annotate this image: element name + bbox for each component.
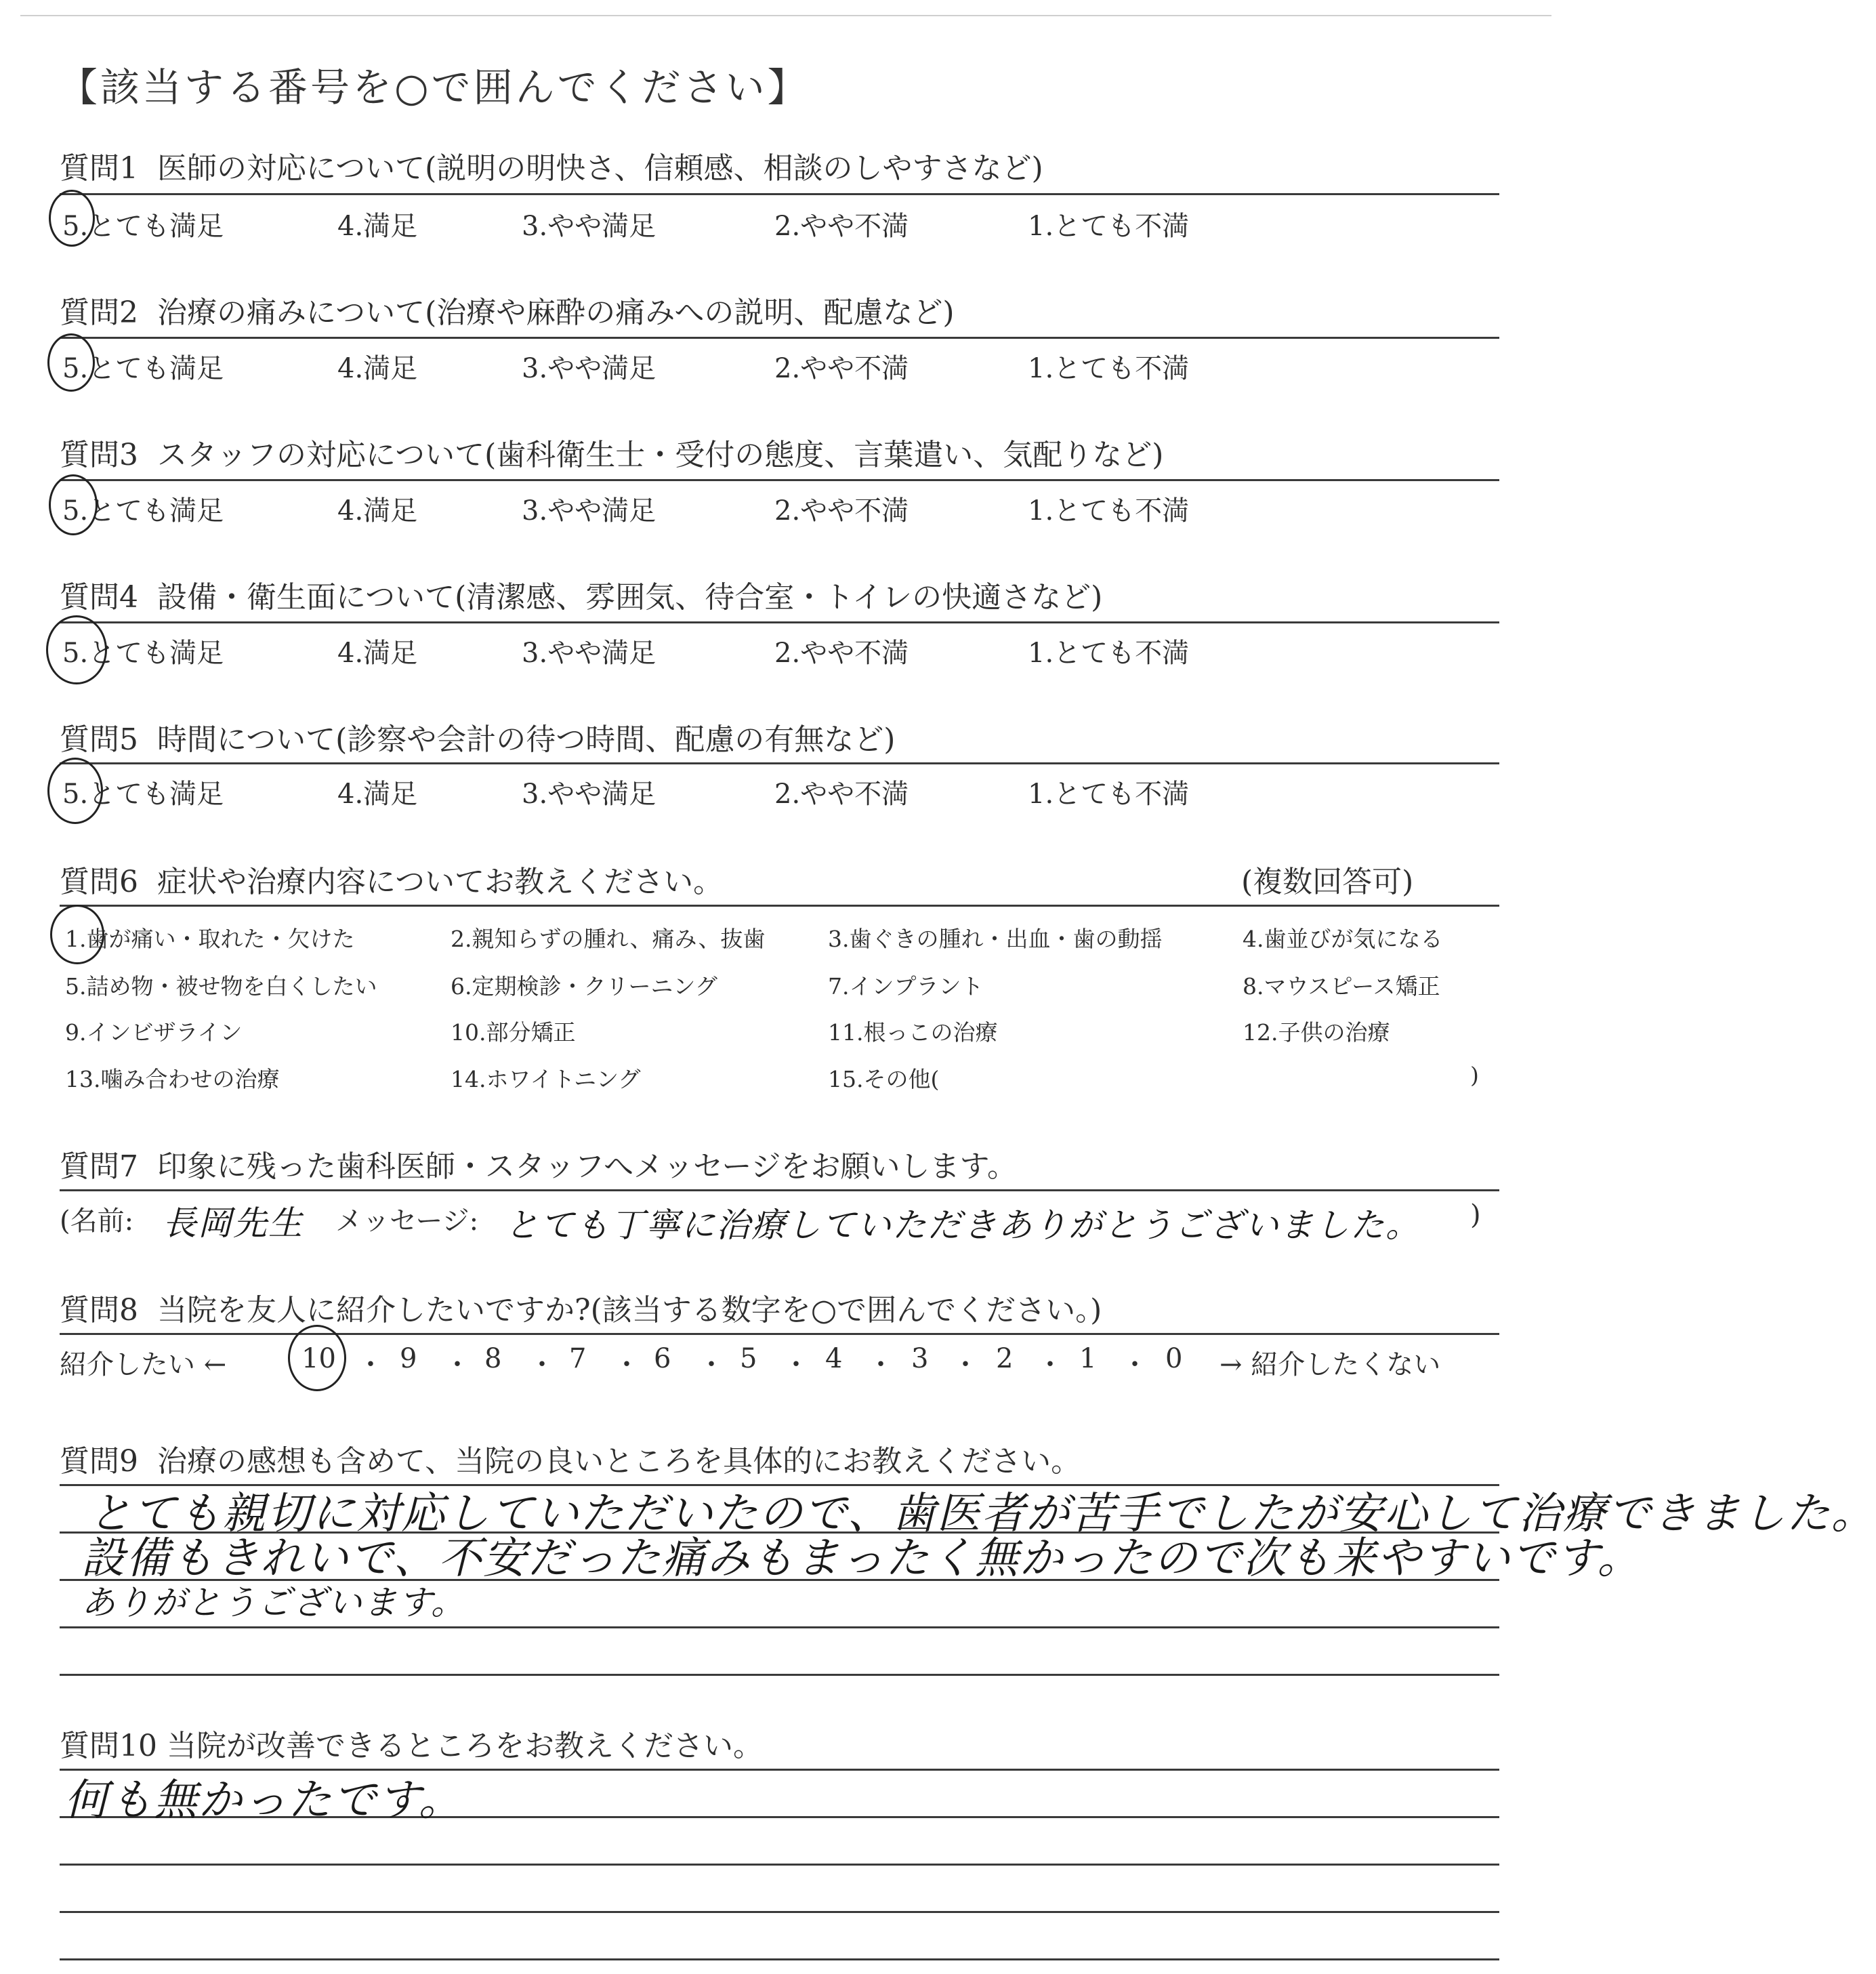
q1-option-1[interactable]: 1.とても不満 [1028, 211, 1190, 242]
q10-answer-line-5 [60, 1958, 1499, 1960]
q8-scale-3[interactable]: 3 [911, 1343, 929, 1374]
q8-scale-10[interactable]: 10 [301, 1343, 336, 1374]
q8-left-label: 紹介したい ← [60, 1349, 227, 1380]
question-5-title: 質問5 時間について(診察や会計の待つ時間、配慮の有無など) [60, 722, 896, 757]
q8-sep: ・ [357, 1349, 384, 1380]
q1-option-3[interactable]: 3.やや満足 [522, 211, 656, 242]
q10-answer-text[interactable]: 何も無かったです。 [64, 1775, 463, 1826]
q4-option-3[interactable]: 3.やや満足 [522, 638, 656, 669]
q6-item-7[interactable]: 7.インプラント [828, 973, 984, 1000]
question-10-title: 質問10 当院が改善できるところをお教えください。 [60, 1729, 763, 1763]
q8-scale-8[interactable]: 8 [484, 1343, 502, 1374]
q6-item-4[interactable]: 4.歯並びが気になる [1243, 926, 1443, 952]
q2-option-2[interactable]: 2.やや不満 [774, 353, 909, 384]
q8-sep: ・ [783, 1349, 810, 1380]
q5-option-4[interactable]: 4.満足 [337, 779, 418, 810]
q8-selection-circle [288, 1325, 346, 1391]
q9-answer-line-5 [60, 1674, 1499, 1676]
q6-other-close-paren: ) [1470, 1062, 1479, 1088]
q7-close-paren: ) [1470, 1199, 1481, 1231]
question-3-rule [60, 479, 1499, 481]
q4-option-5[interactable]: 5.とても満足 [62, 638, 224, 669]
q6-item-8[interactable]: 8.マウスピース矯正 [1243, 973, 1440, 1000]
q3-selection-circle [49, 474, 98, 535]
q2-option-5[interactable]: 5.とても満足 [62, 353, 224, 384]
q8-scale-9[interactable]: 9 [400, 1343, 417, 1374]
q4-selection-circle [46, 615, 107, 684]
q7-name-label: (名前: [60, 1206, 134, 1237]
q8-sep: ・ [952, 1349, 979, 1380]
q2-option-3[interactable]: 3.やや満足 [522, 353, 656, 384]
q8-scale-2[interactable]: 2 [996, 1343, 1014, 1374]
q6-item-10[interactable]: 10.部分矯正 [451, 1019, 576, 1046]
q5-selection-circle [47, 758, 103, 824]
q6-item-14[interactable]: 14.ホワイトニング [451, 1066, 641, 1092]
q5-option-1[interactable]: 1.とても不満 [1028, 779, 1190, 810]
q6-item-2[interactable]: 2.親知らずの腫れ、痛み、抜歯 [451, 926, 766, 952]
q1-selection-circle [49, 190, 95, 247]
q9-answer-text-3[interactable]: ありがとうございます。 [81, 1583, 466, 1622]
q8-sep: ・ [444, 1349, 471, 1380]
top-border [20, 15, 1551, 16]
q2-option-4[interactable]: 4.満足 [337, 353, 418, 384]
q3-option-2[interactable]: 2.やや不満 [774, 495, 909, 527]
q8-scale-4[interactable]: 4 [825, 1343, 843, 1374]
q8-sep: ・ [1121, 1349, 1148, 1380]
question-2-title: 質問2 治療の痛みについて(治療や麻酔の痛みへの説明、配慮など) [60, 295, 955, 330]
page-title: 【該当する番号を○で囲んでください】 [58, 64, 810, 110]
q8-sep: ・ [613, 1349, 640, 1380]
q7-name-answer[interactable]: 長岡先生 [163, 1204, 304, 1243]
q2-selection-circle [47, 333, 95, 392]
question-6-title: 質問6 症状や治療内容についてお教えください。 [60, 865, 724, 899]
question-5-rule [60, 762, 1499, 764]
q7-message-answer[interactable]: とても丁寧に治療していただきありがとうございました。 [505, 1206, 1421, 1245]
question-1-rule [60, 193, 1499, 195]
q8-sep: ・ [528, 1349, 556, 1380]
q3-option-1[interactable]: 1.とても不満 [1028, 495, 1190, 527]
question-6-note: (複数回答可) [1241, 865, 1414, 899]
question-8-rule [60, 1333, 1499, 1335]
q8-sep: ・ [867, 1349, 894, 1380]
q8-scale-1[interactable]: 1 [1079, 1343, 1097, 1374]
q6-item-6[interactable]: 6.定期検診・クリーニング [451, 973, 717, 1000]
q3-option-3[interactable]: 3.やや満足 [522, 495, 656, 527]
q1-option-4[interactable]: 4.満足 [337, 211, 418, 242]
q9-answer-text-2[interactable]: 設備もきれいで、不安だった痛みもまったく無かったので次も来やすいです。 [81, 1534, 1642, 1584]
question-9-title: 質問9 治療の感想も含めて、当院の良いところを具体的にお教えください。 [60, 1444, 1081, 1479]
question-2-rule [60, 337, 1499, 339]
q4-option-1[interactable]: 1.とても不満 [1028, 638, 1190, 669]
question-6-rule [60, 905, 1499, 907]
q6-item-11[interactable]: 11.根っこの治療 [828, 1019, 998, 1046]
question-4-title: 質問4 設備・衛生面について(清潔感、雰囲気、待合室・トイレの快適さなど) [60, 580, 1103, 615]
q1-option-2[interactable]: 2.やや不満 [774, 211, 909, 242]
q3-option-5[interactable]: 5.とても満足 [62, 495, 224, 527]
question-3-title: 質問3 スタッフの対応について(歯科衛生士・受付の態度、言葉遣い、気配りなど) [60, 438, 1164, 472]
q6-item-9[interactable]: 9.インビザライン [65, 1019, 243, 1046]
q5-option-3[interactable]: 3.やや満足 [522, 779, 656, 810]
q6-item-5[interactable]: 5.詰め物・被せ物を白くしたい [65, 973, 377, 1000]
q4-option-2[interactable]: 2.やや不満 [774, 638, 909, 669]
q4-option-4[interactable]: 4.満足 [337, 638, 418, 669]
q6-item-1[interactable]: 1.歯が痛い・取れた・欠けた [65, 926, 355, 952]
question-1-title: 質問1 医師の対応について(説明の明快さ、信頼感、相談のしやすさなど) [60, 151, 1043, 186]
question-7-rule [60, 1189, 1499, 1191]
q6-item-13[interactable]: 13.噛み合わせの治療 [65, 1066, 280, 1092]
question-7-title: 質問7 印象に残った歯科医師・スタッフへメッセージをお願いします。 [60, 1149, 1017, 1184]
q5-option-5[interactable]: 5.とても満足 [62, 779, 224, 810]
q8-right-label: → 紹介したくない [1220, 1349, 1441, 1380]
question-8-title: 質問8 当院を友人に紹介したいですか?(該当する数字を○で囲んでください。) [60, 1293, 1102, 1328]
q6-selection-circle [50, 905, 104, 964]
q7-message-label: メッセージ: [335, 1206, 479, 1237]
q9-answer-text-1[interactable]: とても親切に対応していただいたので、歯医者が苦手でしたが安心して治療できました。 [88, 1489, 1876, 1539]
q10-answer-line-3 [60, 1864, 1499, 1866]
q6-item-12[interactable]: 12.子供の治療 [1243, 1019, 1390, 1046]
q8-sep: ・ [1037, 1349, 1064, 1380]
q6-item-3[interactable]: 3.歯ぐきの腫れ・出血・歯の動揺 [828, 926, 1163, 952]
q8-scale-7[interactable]: 7 [569, 1343, 587, 1374]
q8-sep: ・ [698, 1349, 725, 1380]
q1-option-5[interactable]: 5.とても満足 [62, 211, 224, 242]
q9-answer-line-4 [60, 1626, 1499, 1628]
q8-scale-0[interactable]: 0 [1165, 1343, 1183, 1374]
question-4-rule [60, 621, 1499, 623]
q8-scale-5[interactable]: 5 [740, 1343, 757, 1374]
q10-answer-line-4 [60, 1911, 1499, 1913]
q6-item-15[interactable]: 15.その他( [828, 1066, 940, 1092]
q5-option-2[interactable]: 2.やや不満 [774, 779, 909, 810]
q8-scale-6[interactable]: 6 [654, 1343, 671, 1374]
q2-option-1[interactable]: 1.とても不満 [1028, 353, 1190, 384]
q3-option-4[interactable]: 4.満足 [337, 495, 418, 527]
